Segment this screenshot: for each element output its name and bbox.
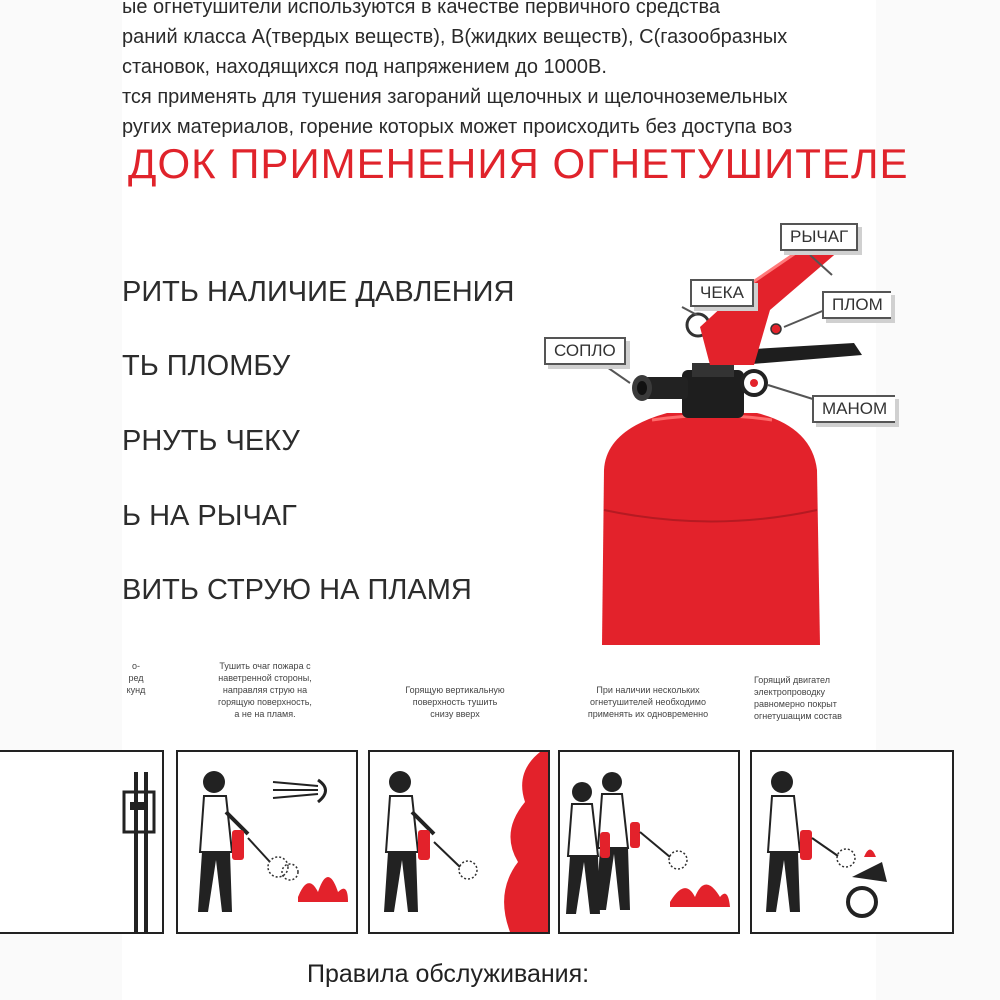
rule-caption-line: ред: [128, 673, 144, 683]
intro-text: [122, 0, 882, 142]
rule-caption-line: применять их одновременно: [587, 709, 709, 719]
rule-caption-line: огнетушащим состав: [754, 711, 842, 721]
multiple-extinguishers-illustration: [560, 752, 738, 932]
vertical-surface-illustration: [370, 752, 548, 932]
usage-rules: [122, 660, 882, 950]
label-nozzle: СОПЛО: [544, 337, 626, 365]
rule-caption-line: снизу вверх: [430, 709, 480, 719]
extinguisher-poster: [122, 0, 909, 1000]
extinguisher-diagram: [532, 215, 888, 635]
label-seal: ПЛОМ: [822, 291, 891, 319]
rule-caption: [754, 674, 884, 722]
intro-line: становок, находящихся под напряжением до 1000В.: [122, 56, 607, 78]
label-pin: ЧЕКА: [690, 279, 754, 307]
rule-caption-line: огнетушителей необходимо: [590, 697, 706, 707]
rule-caption: [180, 660, 350, 720]
rule-caption: [370, 684, 540, 720]
section-title: ДОК ПРИМЕНЕНИЯ ОГНЕТУШИТЕЛЕ: [128, 140, 909, 187]
maintenance-rules-heading: Правила обслуживания:: [307, 960, 590, 988]
rule-caption-line: Горящий двигател: [754, 675, 830, 685]
rule-caption-line: о-: [131, 661, 140, 671]
rule-panel-electrical: [0, 750, 164, 934]
step-aim-at-flame: ВИТЬ СТРУЮ НА ПЛАМЯ: [122, 574, 472, 606]
engine-fire-illustration: [752, 752, 952, 932]
intro-line: раний класса А(твердых веществ), В(жидких веществ), С(газообразных: [122, 26, 788, 48]
windward-extinguishing-illustration: [178, 752, 356, 932]
rule-caption-line: Тушить очаг пожара с: [219, 661, 311, 671]
step-check-pressure: РИТЬ НАЛИЧИЕ ДАВЛЕНИЯ: [122, 276, 515, 308]
intro-line: ругих материалов, горение которых может происходить без доступа воз: [122, 116, 793, 138]
rule-panel-windward: [176, 750, 358, 934]
step-press-lever: Ь НА РЫЧАГ: [122, 500, 297, 532]
rule-caption-line: равномерно покрыт: [754, 699, 837, 709]
rule-caption-line: наветренной стороны,: [218, 673, 312, 683]
intro-line: тся применять для тушения загораний щелочных и щелочноземельных: [122, 86, 788, 108]
rule-caption: [558, 684, 738, 720]
electrical-panel-illustration: [0, 752, 162, 932]
step-break-seal: ТЬ ПЛОМБУ: [122, 350, 291, 382]
label-gauge: МАНОМ: [812, 395, 895, 423]
step-pull-pin: РНУТЬ ЧЕКУ: [122, 425, 300, 457]
rule-caption-line: направляя струю на: [222, 685, 308, 695]
intro-line: ые огнетушители используются в качестве первичного средства: [122, 0, 720, 18]
rule-caption-line: Горящую вертикальную: [405, 685, 505, 695]
extinguisher-illustration: [532, 215, 882, 635]
rule-caption-line: При наличии нескольких: [596, 685, 700, 695]
rule-panel-engine: [750, 750, 954, 934]
label-lever: РЫЧАГ: [780, 223, 858, 251]
rule-panel-multiple: [558, 750, 740, 934]
rule-caption-line: а не на пламя.: [234, 709, 296, 719]
rule-caption-line: кунд: [126, 685, 146, 695]
rule-caption: [116, 660, 156, 696]
rule-panel-vertical: [368, 750, 550, 934]
rule-caption-line: электропроводку: [754, 687, 825, 697]
rule-caption-line: поверхность тушить: [412, 697, 498, 707]
rule-caption-line: горящую поверхность,: [218, 697, 312, 707]
